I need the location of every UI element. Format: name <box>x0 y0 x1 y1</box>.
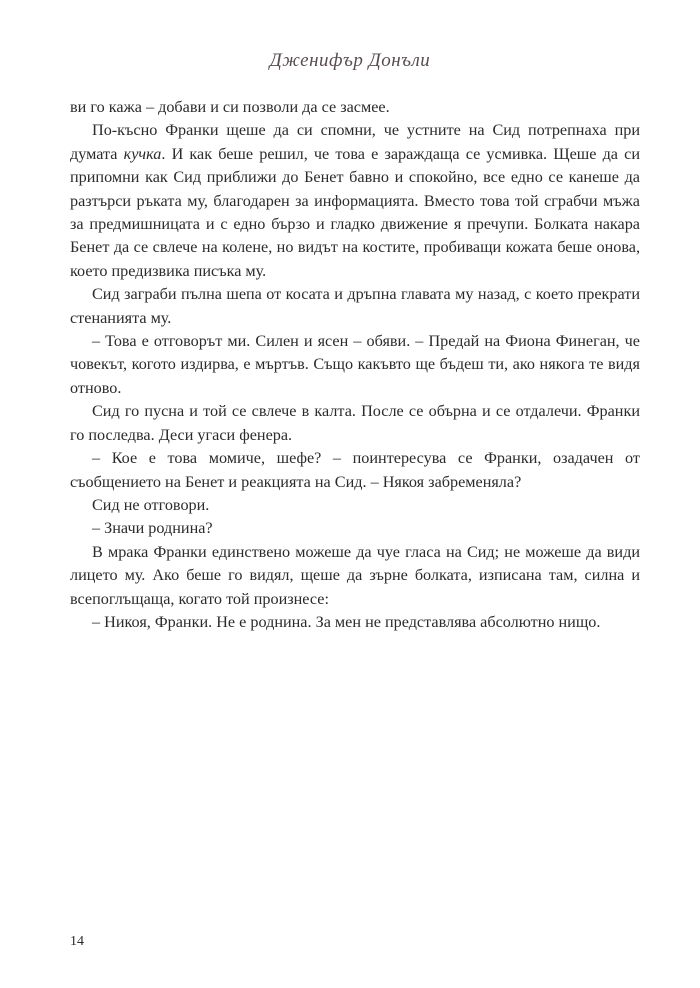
page-number: 14 <box>70 934 84 949</box>
paragraph-3: Сид заграби пълна шепа от косата и дръпна главата му назад, с което прекрати стенанията му. <box>70 285 640 327</box>
paragraph-2-part-2: . И как беше решил, че това е зараждаща се усмивка. Щеше да си припомни как Сид приближи до Бенет бавно и спокойно, все едно се канеше да разтърси ръката му, благодарен за информацията. Вместо това той сграбчи мъжа за предмишницата и с едно бързо и гладко движение я пречупи. Болката накара Бенет да се свлече на колене, но видът на костите, пробиващи кожата беше онова, което предизвика писъка му. <box>70 144 640 280</box>
paragraph-9: В мрака Франки единствено можеше да чуе гласа на Сид; не можеше да види лицето му. Ако беше го видял, щеше да зърне болката, изписана там, силна и всепоглъщаща, когато той произнесе: <box>70 542 640 608</box>
paragraph-2-part-1: По-късно Франки щеше да си спомни, че устните на Сид потрепнаха при думата <box>70 121 640 163</box>
paragraph-2-emphasis: кучка <box>123 144 162 163</box>
body-text <box>70 96 640 634</box>
running-header-author: Дженифър Донъли <box>269 50 431 71</box>
paragraph-10: – Никоя, Франки. Не е роднина. За мен не представлява абсолютно нищо. <box>92 612 601 631</box>
paragraph-8: – Значи роднина? <box>92 519 213 538</box>
paragraph-7: Сид не отговори. <box>92 495 210 514</box>
paragraph-4: – Това е отговорът ми. Силен и ясен – обяви. – Предай на Фиона Финеган, че човекът, когото издирва, е мъртъв. Също какъвто ще бъдеш ти, ако някога те видя отново. <box>70 332 640 397</box>
paragraph-1: ви го кажа – добави и си позволи да се засмее. <box>70 98 390 116</box>
paragraph-5: Сид го пусна и той се свлече в калта. После се обърна и се отдалечи. Франки го последва. Деси угаси фенера. <box>70 402 640 444</box>
paragraph-2 <box>70 119 640 283</box>
paragraph-6: – Кое е това момиче, шефе? – поинтересува се Франки, озадачен от съобщението на Бенет и реакцията на Сид. – Някоя забременяла? <box>70 449 640 491</box>
